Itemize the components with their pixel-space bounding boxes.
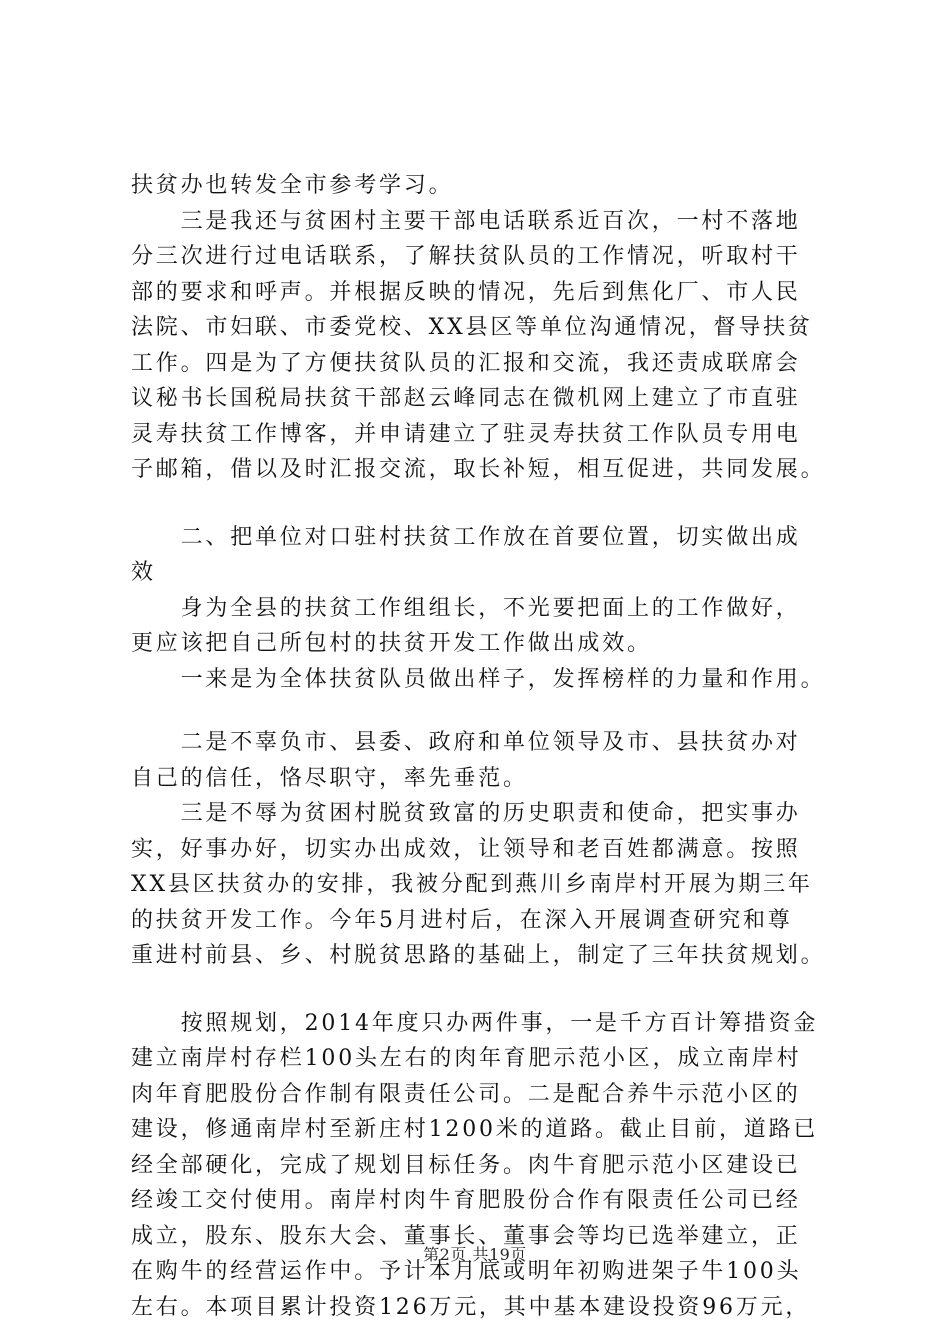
text-block-1 [131, 168, 851, 488]
text-line: 自己的信任，恪尽职守，率先垂范。 [131, 765, 528, 791]
section-heading-line: 二、把单位对口驻村扶贫工作放在首要位置，切实做出成 [131, 524, 801, 550]
text-line: 三是不辱为贫困村脱贫致富的历史职责和使命，把实事办 [131, 801, 801, 826]
text-line: 法院、市妇联、市委党校、XX县区等单位沟通情况，督导扶贫 [131, 315, 813, 340]
text-line: 左右。本项目累计投资126万元，其中基本建设投资96万元， [131, 1294, 811, 1320]
text-line: 一来是为全体扶贫队员做出样子，发挥榜样的力量和作用。 [131, 666, 826, 692]
text-line: 扶贫办也转发全市参考学习。 [131, 173, 454, 198]
paragraph-gap [131, 488, 851, 520]
text-line: 建设，修通南岸村至新庄村1200米的道路。截止目前，道路已 [131, 1117, 819, 1142]
text-line: 三是我还与贫困村主要干部电话联系近百次，一村不落地 [131, 208, 801, 234]
text-line: 肉年育肥股份合作制有限责任公司。二是配合养牛示范小区的 [131, 1081, 801, 1107]
text-line: 二是不辜负市、县委、政府和单位领导及市、县扶贫办对 [131, 730, 801, 755]
text-line: 部的要求和呼声。并根据反映的情况，先后到焦化厂、市人民 [131, 279, 801, 305]
text-line: 工作。四是为了方便扶贫队员的汇报和交流，我还责成联席会 [131, 350, 801, 376]
text-line: 重进村前县、乡、村脱贫思路的基础上，制定了三年扶贫规划。 [131, 943, 826, 968]
text-line: 按照规划，2014年度只办两件事，一是千方百计筹措资金 [131, 1010, 819, 1036]
page-number-footer: 第2页 共19页 [423, 1245, 527, 1264]
text-line: XX县区扶贫办的安排，我被分配到燕川乡南岸村开展为期三年 [131, 872, 813, 897]
text-line: 建立南岸村存栏100头左右的肉年育肥示范小区，成立南岸村 [131, 1046, 802, 1071]
text-block-3 [131, 725, 851, 974]
text-line: 经竣工交付使用。南岸村肉牛育肥股份合作有限责任公司已经 [131, 1188, 801, 1213]
text-line: 分三次进行过电话联系，了解扶贫队员的工作情况，听取村干 [131, 244, 801, 269]
text-line: 实，好事办好，切实办出成效，让领导和老百姓都满意。按照 [131, 836, 801, 862]
paragraph-gap [131, 697, 851, 725]
text-line: 子邮箱，借以及时汇报交流，取长补短，相互促进，共同发展。 [131, 457, 826, 482]
text-line: 灵寿扶贫工作博客，并申请建立了驻灵寿扶贫工作队员专用电 [131, 421, 801, 447]
text-line: 身为全县的扶贫工作组组长，不光要把面上的工作做好， [131, 595, 801, 621]
text-line: 经全部硬化，完成了规划目标任务。肉牛育肥示范小区建设已 [131, 1152, 801, 1178]
text-line: 更应该把自己所包村的扶贫开发工作做出成效。 [131, 631, 652, 656]
text-block-2 [131, 520, 851, 698]
paragraph-gap [131, 974, 851, 1006]
text-line: 成立，股东、股东大会、董事长、董事会等均已选举建立，正 [131, 1223, 801, 1249]
text-line: 在购牛的经营运作中。予计本月底或明年初购进架子牛100头 [131, 1259, 802, 1284]
section-heading-line: 效 [131, 560, 156, 585]
text-block-4 [131, 1006, 851, 1326]
text-line: 议秘书长国税局扶贫干部赵云峰同志在微机网上建立了市直驻 [131, 386, 801, 411]
text-line: 的扶贫开发工作。今年5月进村后，在深入开展调查研究和尊 [131, 907, 793, 933]
document-body [131, 168, 851, 1325]
